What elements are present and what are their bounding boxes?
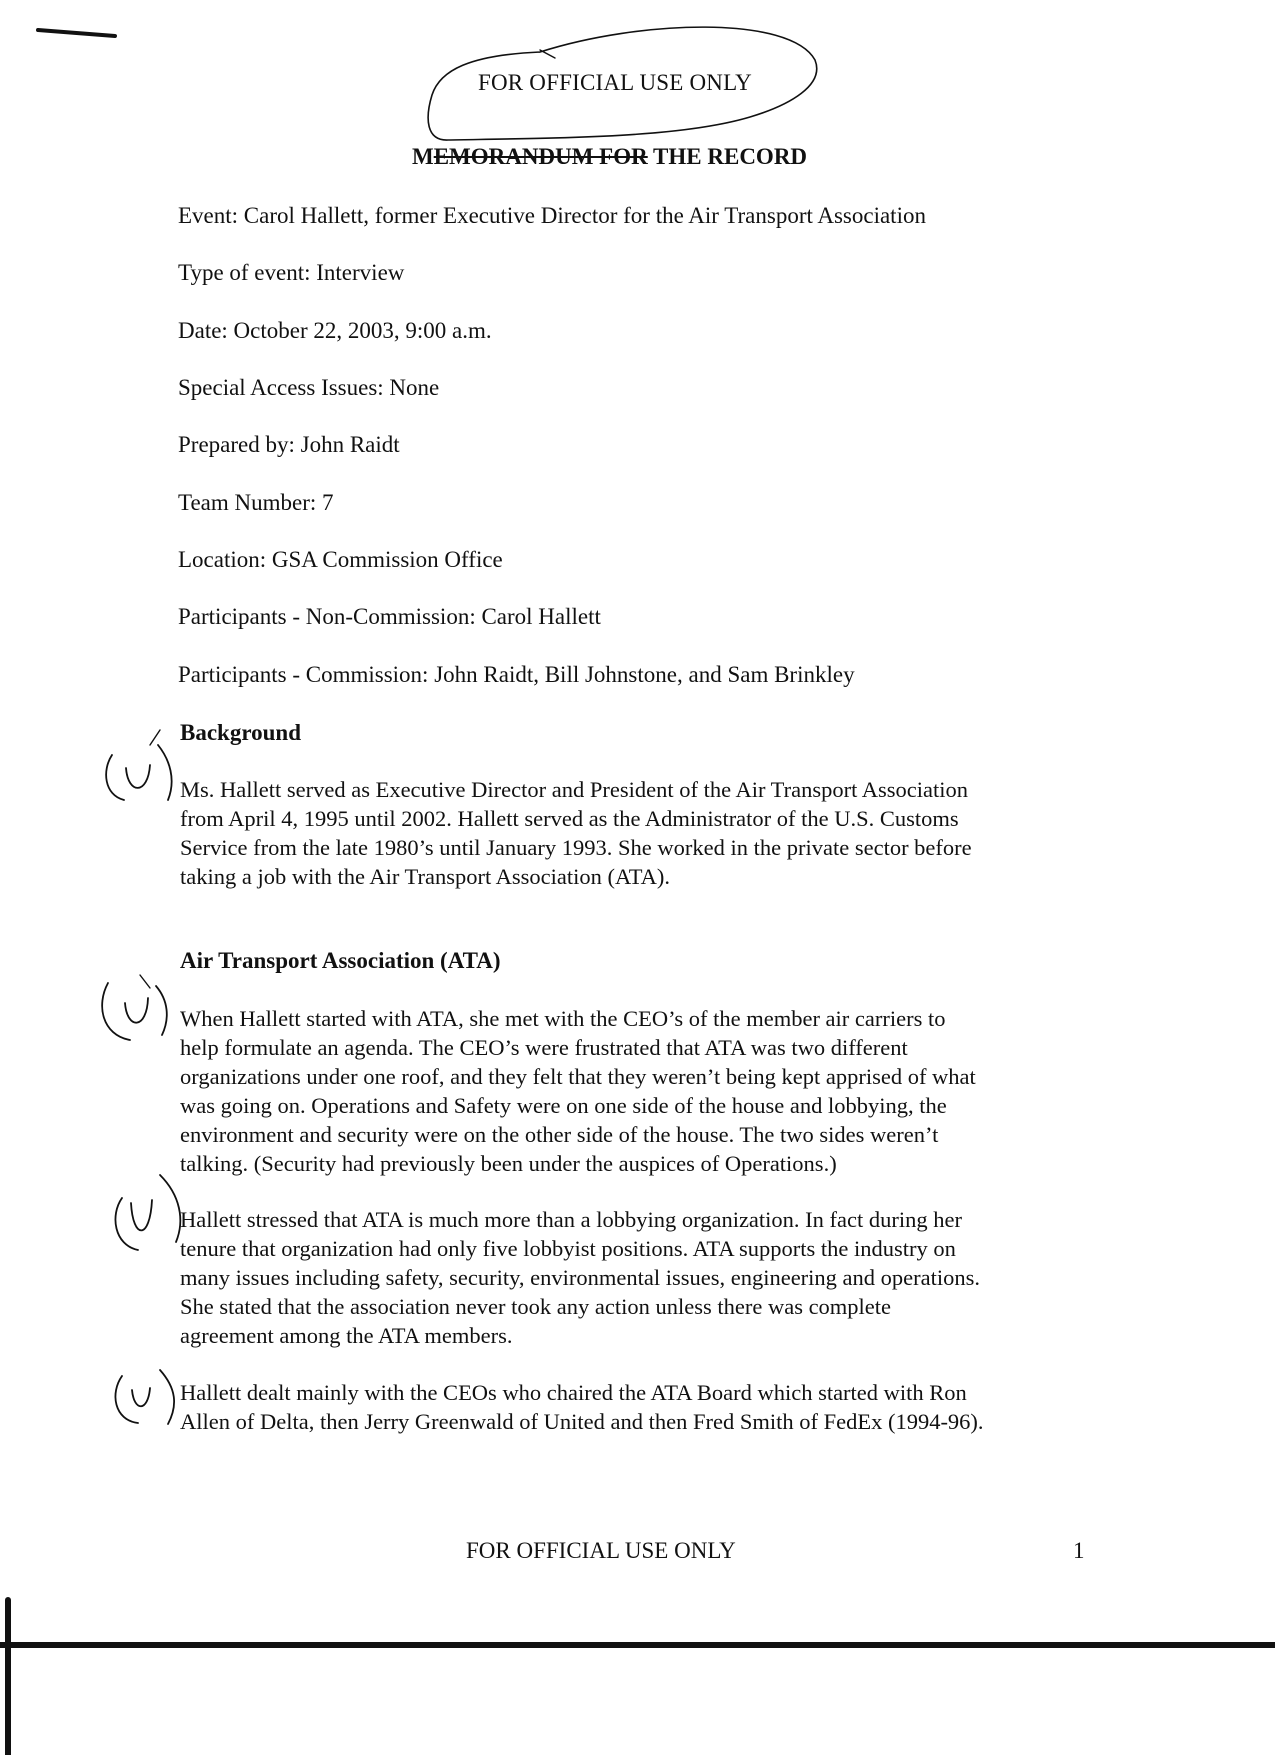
text-line: She stated that the association never took any action unless there was complete [180, 1294, 892, 1319]
text-line: was going on. Operations and Safety were on one side of the house and lobbying, the [180, 1093, 947, 1118]
field-team-number: Team Number: 7 [178, 490, 334, 515]
text-line: When Hallett started with ATA, she met with the CEO’s of the member air carriers to [180, 1006, 946, 1031]
paragraph-ata-2 [180, 1205, 1090, 1350]
paragraph-marking-u-2 [102, 975, 167, 1040]
memo-title [412, 144, 807, 170]
text-line: taking a job with the Air Transport Association (ATA). [180, 864, 671, 889]
paragraph-background-1 [180, 775, 1090, 891]
text-line: tenure that organization had only five lobbyist positions. ATA supports the industry on [180, 1236, 956, 1261]
header-circle-tick [540, 50, 555, 58]
paragraph-marking-u-4 [115, 1370, 174, 1424]
text-line: Ms. Hallett served as Executive Director and President of the Air Transport Association [180, 777, 968, 802]
field-participants-commission: Participants - Commission: John Raidt, Bill Johnstone, and Sam Brinkley [178, 662, 855, 687]
memo-title-prefix: M [412, 144, 434, 169]
page-number: 1 [1073, 1538, 1085, 1563]
paragraph-ata-1 [180, 1004, 1090, 1178]
field-date: Date: October 22, 2003, 9:00 a.m. [178, 318, 492, 343]
text-line: help formulate an agenda. The CEO’s were frustrated that ATA was two different [180, 1035, 908, 1060]
text-line: agreement among the ATA members. [180, 1323, 513, 1348]
section-heading-background: Background [180, 720, 302, 745]
text-line: Allen of Delta, then Jerry Greenwald of United and then Fred Smith of FedEx (1994-96). [180, 1409, 984, 1434]
text-line: Hallett dealt mainly with the CEOs who chaired the ATA Board which started with Ron [180, 1380, 967, 1405]
text-line: Service from the late 1980’s until January 1993. She worked in the private sector before [180, 835, 972, 860]
header-classification-marking: FOR OFFICIAL USE ONLY [478, 70, 752, 95]
paragraph-marking-u-1 [106, 730, 172, 800]
memo-title-suffix: THE RECORD [647, 144, 808, 169]
paragraph-marking-u-3 [115, 1175, 180, 1250]
scan-artifact-dash [38, 30, 115, 36]
paragraph-ata-3 [180, 1378, 1090, 1436]
text-line: from April 4, 1995 until 2002. Hallett served as the Administrator of the U.S. Customs [180, 806, 959, 831]
text-line: many issues including safety, security, environmental issues, engineering and operations. [180, 1265, 981, 1290]
field-prepared-by: Prepared by: John Raidt [178, 432, 400, 457]
section-heading-ata: Air Transport Association (ATA) [180, 948, 501, 973]
field-event: Event: Carol Hallett, former Executive Director for the Air Transport Association [178, 203, 926, 228]
field-special-access: Special Access Issues: None [178, 375, 440, 400]
text-line: talking. (Security had previously been under the auspices of Operations.) [180, 1151, 837, 1176]
text-line: organizations under one roof, and they felt that they weren’t being kept apprised of what [180, 1064, 976, 1089]
field-location: Location: GSA Commission Office [178, 547, 503, 572]
field-type-of-event: Type of event: Interview [178, 260, 405, 285]
field-participants-non-commission: Participants - Non-Commission: Carol Hallett [178, 604, 601, 629]
memo-title-struck-text: EMORANDUM FOR [433, 144, 648, 169]
text-line: environment and security were on the other side of the house. The two sides weren’t [180, 1122, 939, 1147]
text-line: Hallett stressed that ATA is much more than a lobbying organization. In fact during her [180, 1207, 962, 1232]
footer-classification-marking: FOR OFFICIAL USE ONLY [466, 1538, 736, 1563]
